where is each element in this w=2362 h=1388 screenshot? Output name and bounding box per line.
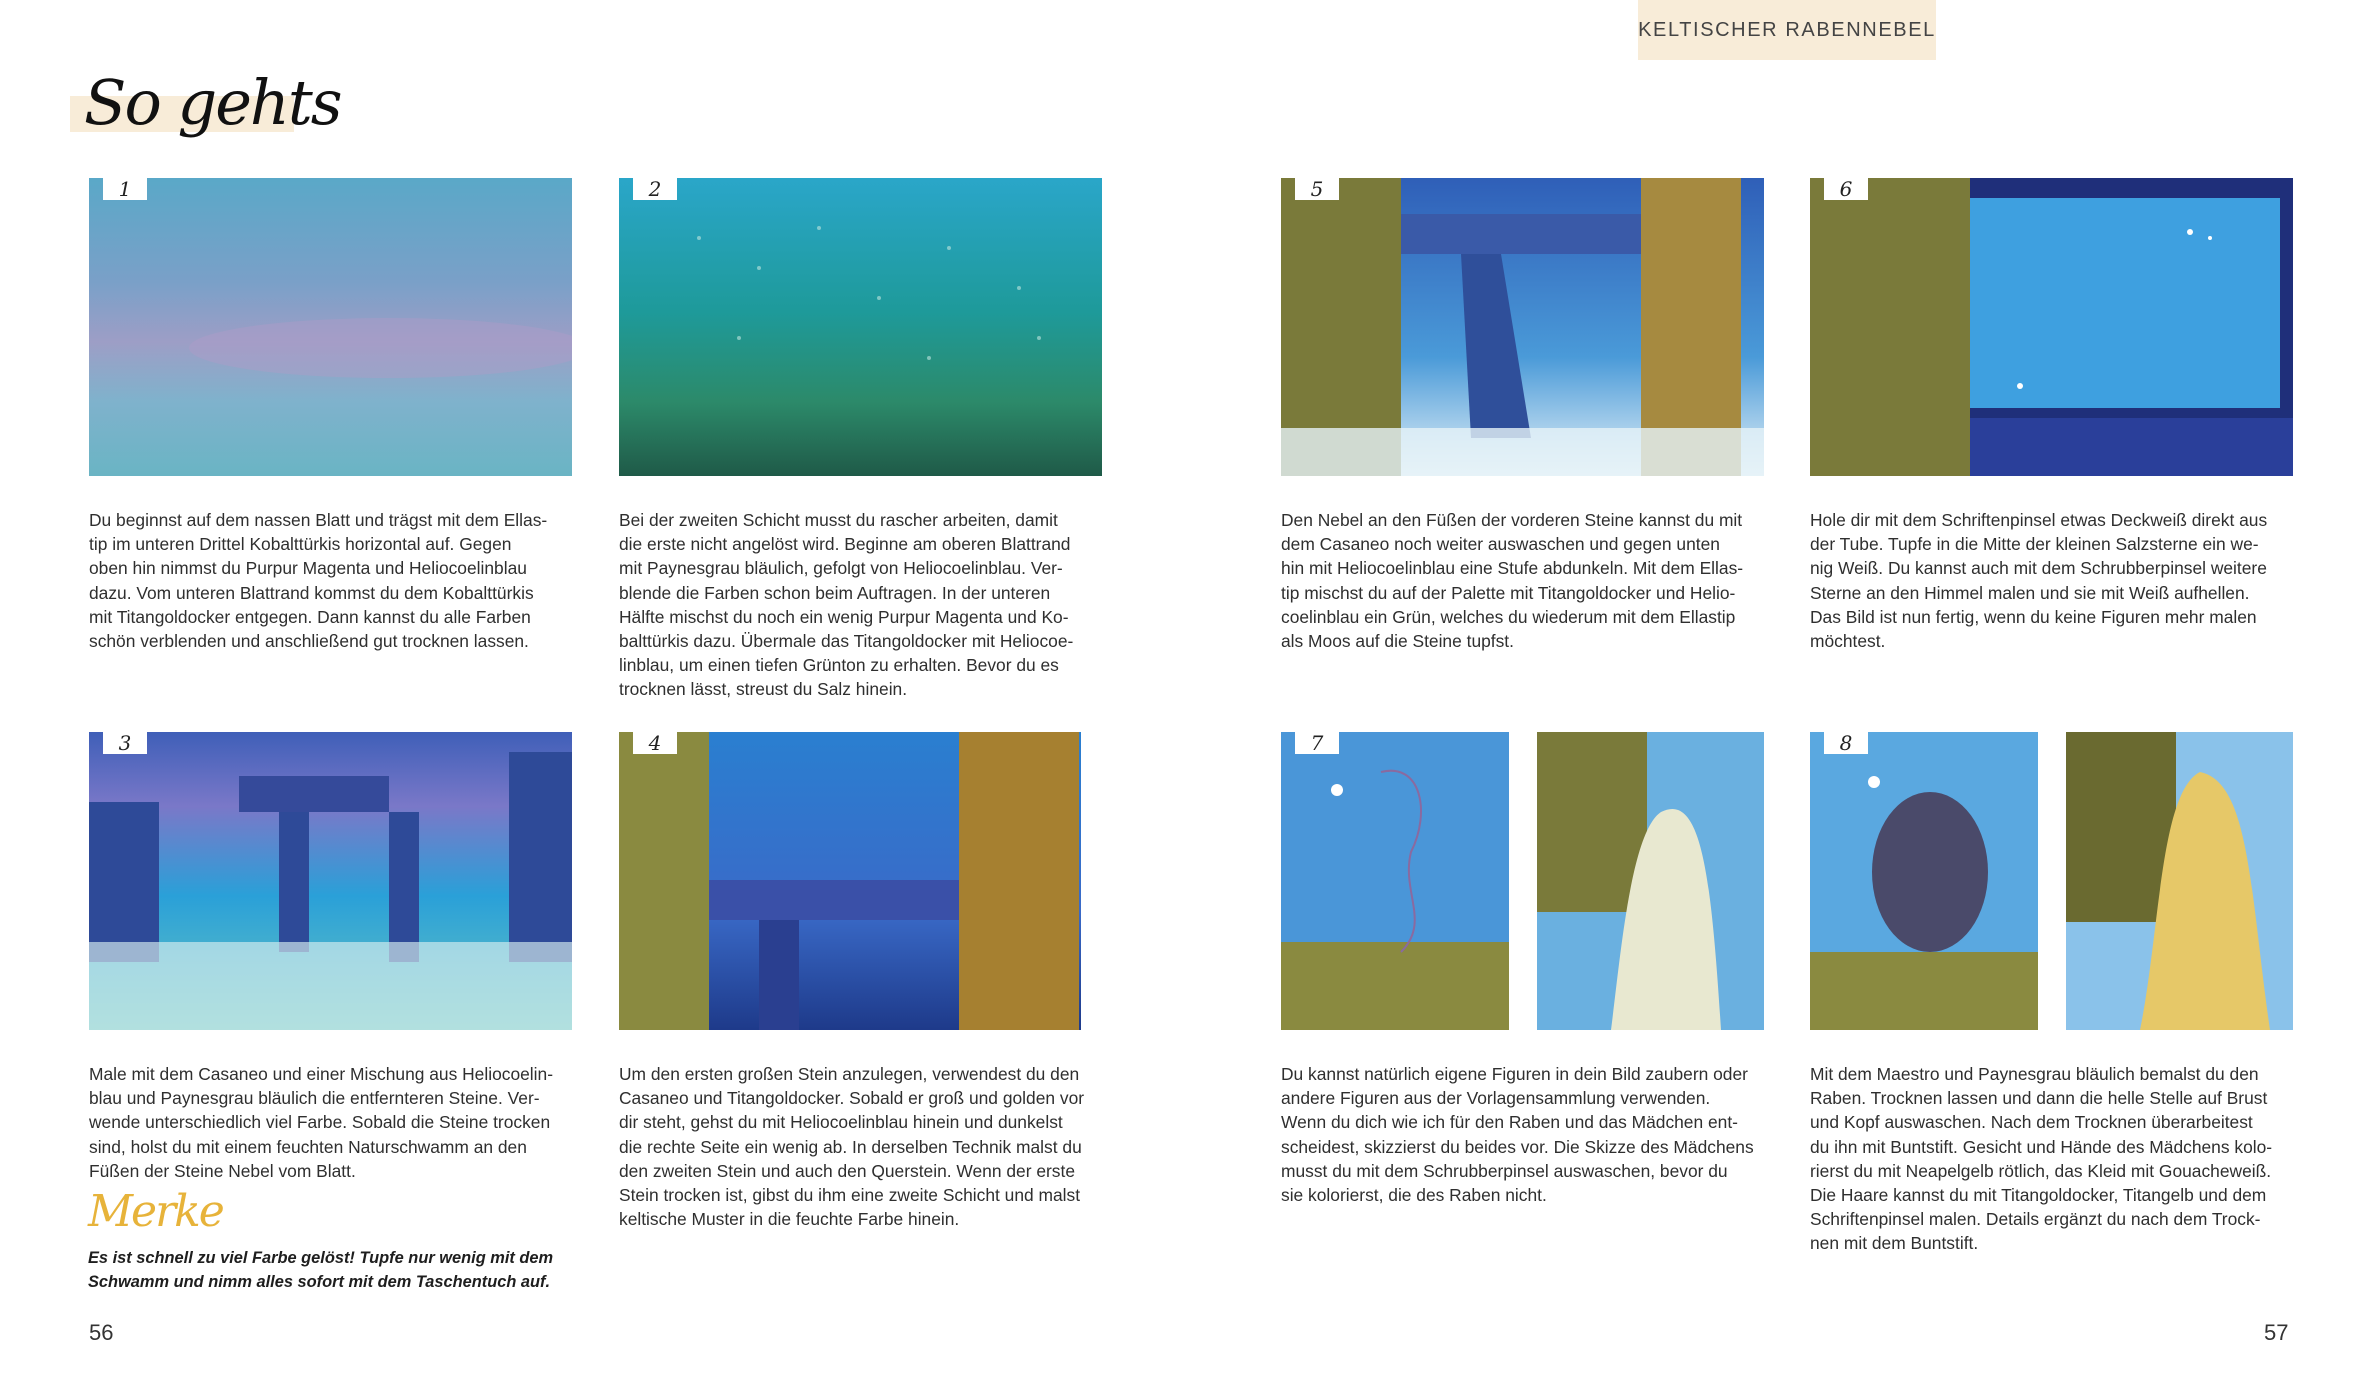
step-2-number: 2 bbox=[633, 178, 677, 200]
step-7-text: Du kannst natürlich eigene Figuren in dein Bild zaubern oder andere Figuren aus der Vorlagensammlung verwenden. Wenn du dich wie ich für den Raben und das Mädchen ent- scheidest, skizzierst du beides vor. Die Skizze des Mädchens musst du mit dem Schrubberpinsel auswaschen, bevor du sie kolorierst, die des Raben nicht. bbox=[1281, 1064, 1754, 1206]
step-8-number: 8 bbox=[1824, 732, 1868, 754]
step-4-image bbox=[619, 732, 1081, 1030]
step-5-text: Den Nebel an den Füßen der vorderen Steine kannst du mit dem Casaneo noch weiter auswaschen und gegen unten hin mit Heliocoelinblau eine Stufe abdunkeln. Mit dem Ellas- tip mischst du auf der Palette mit Titangoldocker und Helio- coelinblau ein Grün, welches du wiederum mit dem Ellastip als Moos auf die Steine tupfst. bbox=[1281, 510, 1744, 652]
step-4-number: 4 bbox=[633, 732, 677, 754]
step-8-image bbox=[1810, 732, 2293, 1030]
step-6-text: Hole dir mit dem Schriftenpinsel etwas Deckweiß direkt aus der Tube. Tupfe in die Mitte der kleinen Salzsterne ein we- nig Weiß. Du kannst auch mit dem Schrubberpinsel weitere Sterne an den Himmel malen und sie mit Weiß aufhellen. Das Bild ist nun fertig, wenn du keine Figuren mehr malen möchtest. bbox=[1810, 510, 2268, 652]
page-number-right: 57 bbox=[2264, 1320, 2289, 1345]
merke-title: Merke bbox=[88, 1186, 223, 1237]
step-2-image bbox=[619, 178, 1102, 476]
chapter-header-tab bbox=[1638, 0, 1936, 60]
page-number-left: 56 bbox=[89, 1320, 114, 1345]
step-6-number: 6 bbox=[1824, 178, 1868, 200]
page-title: So gehts bbox=[84, 66, 341, 139]
step-7-image bbox=[1281, 732, 1764, 1030]
step-3-text: Male mit dem Casaneo und einer Mischung aus Heliocoelin- blau und Paynesgrau bläulich die entfernteren Steine. Ver- wende unterschiedlich viel Farbe. Sobald die Steine trocken sind, holst du mit einem feuchten Naturschwamm an den Füßen der Steine Nebel vom Blatt. bbox=[89, 1064, 553, 1181]
step-8-text: Mit dem Maestro und Paynesgrau bläulich bemalst du den Raben. Trocknen lassen und dann die helle Stelle auf Brust und Kopf auswaschen. Nach dem Trocknen überarbeitest du ihn mit Buntstift. Gesicht und Hände des Mädchens kolo- rierst du mit Neapelgelb rötlich, das Kleid mit Gouacheweiß. Die Haare kannst du mit Titangoldocker, Titangelb und dem Schriftenpinsel malen. Details ergänzt du nach dem Trock- nen mit dem Buntstift. bbox=[1810, 1064, 2273, 1254]
step-4-text: Um den ersten großen Stein anzulegen, verwendest du den Casaneo und Titangoldocker. Sobald er groß und golden vor dir steht, gehst du mit Heliocoelinblau hinein und dunkelst die rechte Seite ein wenig ab. In derselben Technik malst du den zweiten Stein und auch den Querstein. Wenn der erste Stein trocken ist, gibst du ihm eine zweite Schicht und malst keltische Muster in die feuchte Farbe hinein. bbox=[619, 1064, 1085, 1230]
step-1-number: 1 bbox=[103, 178, 147, 200]
step-5-number: 5 bbox=[1295, 178, 1339, 200]
step-2-text: Bei der zweiten Schicht musst du rascher arbeiten, damit die erste nicht angelöst wird. Beginne am oberen Blattrand mit Paynesgrau bläulich, gefolgt von Heliocoelinblau. Ver- blende die Farben schon beim Auftragen. In der unteren Hälfte mischst du noch ein wenig Purpur Magenta und Ko- balttürkis dazu. Übermale das Titangoldocker mit Heliocoe- linblau, um einen tiefen Grünton zu erhalten. Bevor du es trocknen lässt, streust du Salz hinein. bbox=[619, 510, 1074, 700]
step-6-image bbox=[1810, 178, 2293, 476]
step-3-number: 3 bbox=[103, 732, 147, 754]
merke-text: Es ist schnell zu viel Farbe gelöst! Tupfe nur wenig mit dem Schwamm und nimm alles sofort mit dem Taschentuch auf. bbox=[88, 1249, 554, 1291]
step-1-image bbox=[89, 178, 572, 476]
chapter-title: KELTISCHER RABENNEBEL bbox=[1638, 18, 1936, 41]
step-1-text: Du beginnst auf dem nassen Blatt und trägst mit dem Ellas- tip im unteren Drittel Kobalttürkis horizontal auf. Gegen oben hin nimmst du Purpur Magenta und Heliocoelinblau dazu. Vom unteren Blattrand kommst du dem Kobalttürkis mit Titangoldocker entgegen. Dann kannst du alle Farben schön verblenden und anschließend gut trocknen lassen. bbox=[89, 510, 548, 652]
step-5-image bbox=[1281, 178, 1764, 476]
step-7-number: 7 bbox=[1295, 732, 1339, 754]
step-3-image bbox=[89, 732, 572, 1030]
